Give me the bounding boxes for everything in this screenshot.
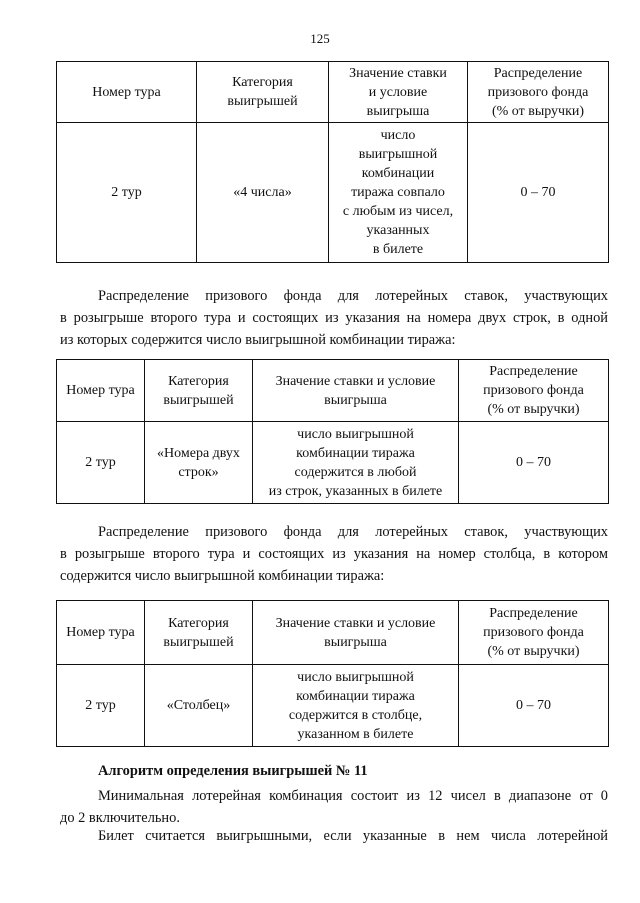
paragraph-3	[60, 785, 608, 829]
cell-distribution: 0 – 70	[459, 422, 609, 504]
header-category: Категория выигрышей	[197, 62, 329, 123]
header-distribution: Распределение призового фонда (% от выручки)	[468, 62, 609, 123]
table-row	[57, 665, 609, 747]
paragraph-line: содержится число выигрышной комбинации тиража:	[60, 568, 385, 584]
header-condition: Значение ставки и условие выигрыша	[253, 601, 459, 665]
cell-condition: число выигрышной комбинации тиража содержится в столбце, указанном в билете	[253, 665, 459, 747]
cell-round: 2 тур	[57, 422, 145, 504]
cell-round: 2 тур	[57, 123, 197, 263]
table-header-row	[57, 601, 609, 665]
header-condition: Значение ставки и условие выигрыша	[329, 62, 468, 123]
paragraph-line: Распределение призового фонда для лотерейных ставок, участвующих	[98, 288, 608, 304]
header-round: Номер тура	[57, 62, 197, 123]
table-header-row	[57, 360, 609, 422]
header-round: Номер тура	[57, 601, 145, 665]
paragraph-line: Распределение призового фонда для лотерейных ставок, участвующих	[98, 524, 608, 540]
table-header-row	[57, 62, 609, 123]
paragraph-2	[60, 521, 608, 587]
table-row	[57, 123, 609, 263]
paragraph-line: до 2 включительно.	[60, 810, 180, 826]
cell-round: 2 тур	[57, 665, 145, 747]
cell-condition: число выигрышной комбинации тиража содержится в любой из строк, указанных в билете	[253, 422, 459, 504]
cell-category: «4 числа»	[197, 123, 329, 263]
paragraph-line: Минимальная лотерейная комбинация состоит из 12 чисел в диапазоне от 0	[98, 788, 608, 804]
header-category: Категория выигрышей	[145, 360, 253, 422]
cell-category: «Номера двух строк»	[145, 422, 253, 504]
paragraph-line: в розыгрыше второго тура и состоящих из указания на номера двух строк, в одной	[60, 310, 608, 326]
header-condition: Значение ставки и условие выигрыша	[253, 360, 459, 422]
cell-distribution: 0 – 70	[468, 123, 609, 263]
table-row	[57, 422, 609, 504]
paragraph-1	[60, 285, 608, 351]
page-number: 125	[310, 31, 330, 46]
prize-table-1	[56, 61, 609, 263]
cell-category: «Столбец»	[145, 665, 253, 747]
paragraph-4	[60, 825, 608, 847]
cell-condition: число выигрышной комбинации тиража совпало с любым из чисел, указанных в билете	[329, 123, 468, 263]
paragraph-line: в розыгрыше второго тура и состоящих из указания на номер столбца, в котором	[60, 546, 608, 562]
prize-table-3	[56, 600, 609, 747]
header-category: Категория выигрышей	[145, 601, 253, 665]
paragraph-line: Билет считается выигрышными, если указанные в нем числа лотерейной	[98, 828, 608, 844]
header-distribution: Распределение призового фонда (% от выручки)	[459, 360, 609, 422]
header-distribution: Распределение призового фонда (% от выручки)	[459, 601, 609, 665]
cell-distribution: 0 – 70	[459, 665, 609, 747]
prize-table-2	[56, 359, 609, 504]
header-round: Номер тура	[57, 360, 145, 422]
paragraph-line: из которых содержится число выигрышной комбинации тиража:	[60, 332, 456, 348]
section-heading: Алгоритм определения выигрышей № 11	[98, 763, 368, 779]
